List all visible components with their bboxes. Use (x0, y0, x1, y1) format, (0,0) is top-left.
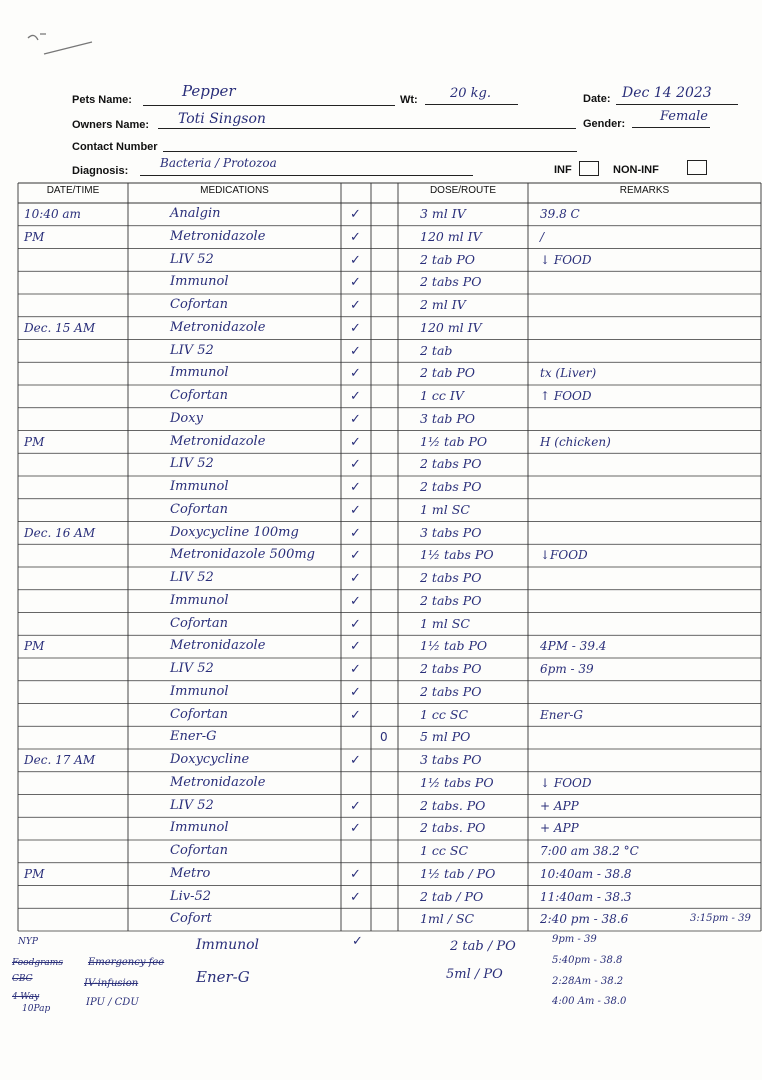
row-check-1: ✓ (350, 252, 361, 268)
row-check-1: ✓ (350, 753, 361, 768)
row-dose-route: 2 tab / PO (420, 888, 484, 904)
gender-label: Gender: (583, 118, 626, 130)
below-remark-3: 2:28Am - 38.2 (552, 976, 624, 987)
row-remark: ↑ FOOD (540, 389, 592, 403)
row-medication: Immunol (170, 274, 229, 290)
note-left-2: Foodgrams (12, 958, 63, 968)
row-dose-route: 2 tab (420, 342, 453, 358)
row-dose-route: 2 tabs PO (420, 683, 482, 699)
note-left-1: NYP (18, 937, 38, 947)
row-medication: Ener-G (170, 729, 217, 745)
note-mid-2: IV-infusion (84, 978, 139, 989)
row-remark: 39.8 C (540, 207, 580, 221)
row-check-1: ✓ (350, 707, 361, 723)
row-check-1: ✓ (350, 207, 361, 222)
row-check-1: ✓ (350, 525, 361, 541)
row-check-1: ✓ (350, 684, 361, 700)
wt-value: 20 kg. (450, 86, 492, 101)
row-medication: LIV 52 (170, 570, 214, 585)
extra-remark: 3:15pm - 39 (690, 913, 751, 924)
row-date: PM (24, 434, 45, 449)
row-check-1: ✓ (350, 343, 361, 359)
row-dose-route: 2 ml IV (420, 297, 466, 312)
row-medication: LIV 52 (170, 342, 214, 358)
row-remark: ↓ FOOD (540, 252, 592, 267)
note-left-5: 10Pap (22, 1004, 51, 1014)
row-medication: Cofortan (170, 843, 228, 858)
row-medication: Immunol (170, 365, 229, 381)
contact-label: Contact Number (72, 141, 158, 153)
row-remark: Ener-G (540, 707, 583, 722)
note-mid-1: Emergency fee (88, 957, 165, 968)
row-medication: LIV 52 (170, 661, 214, 676)
row-date: PM (24, 229, 45, 244)
row-date: Dec. 17 AM (24, 753, 96, 767)
row-dose-route: 3 tabs PO (420, 524, 482, 540)
row-dose-route: 1 cc SC (420, 843, 469, 858)
row-dose-route: 3 tabs PO (420, 752, 482, 767)
row-dose-route: 2 tabs PO (420, 479, 482, 494)
diagnosis-value: Bacteria / Protozoa (160, 156, 277, 170)
row-check-1: ✓ (350, 548, 361, 564)
row-date: Dec. 15 AM (24, 320, 96, 335)
row-remark: + APP (540, 821, 579, 836)
row-medication: LIV 52 (170, 251, 214, 267)
row-remark: 2:40 pm - 38.6 (540, 912, 629, 927)
row-medication: LIV 52 (170, 456, 214, 472)
row-check-1: ✓ (350, 298, 361, 313)
row-dose-route: 1½ tabs PO (420, 547, 494, 563)
row-check-1: ✓ (350, 480, 361, 495)
col-header-medications: MEDICATIONS (200, 185, 269, 196)
gender-value: Female (660, 109, 708, 124)
row-remark: 7:00 am 38.2 °C (540, 844, 639, 858)
row-medication: Metronidazole (170, 774, 266, 790)
row-check-1: ✓ (350, 275, 361, 291)
below-dose-1: 2 tab / PO (450, 939, 516, 954)
row-dose-route: 2 tabs PO (420, 456, 482, 472)
below-check: ✓ (352, 934, 363, 949)
row-remark: 11:40am - 38.3 (540, 889, 632, 904)
row-check-1: ✓ (350, 229, 361, 245)
row-check-2: 0 (380, 730, 388, 745)
below-med-immunol: Immunol (196, 937, 260, 953)
row-medication: Cofortan (170, 388, 228, 403)
note-mid-3: IPU / CDU (86, 997, 139, 1008)
row-check-1: ✓ (350, 389, 361, 404)
row-check-1: ✓ (350, 502, 361, 518)
inf-label: INF (554, 164, 572, 176)
row-remark: 6pm - 39 (540, 662, 594, 676)
row-dose-route: 2 tabs PO (420, 570, 482, 585)
row-medication: Analgin (170, 206, 221, 221)
row-dose-route: 1 ml SC (420, 501, 470, 517)
row-check-1: ✓ (350, 889, 361, 905)
date-label: Date: (583, 93, 611, 105)
row-check-1: ✓ (350, 593, 361, 609)
row-remark: H (chicken) (540, 434, 611, 449)
row-remark: / (540, 229, 545, 244)
col-header-datetime: DATE/TIME (46, 185, 100, 196)
row-dose-route: 1½ tab PO (420, 638, 488, 654)
row-dose-route: 1½ tab / PO (420, 865, 496, 881)
row-medication: Metronidazole 500mg (170, 547, 315, 563)
below-dose-2: 5ml / PO (446, 967, 503, 982)
below-med-energ: Ener-G (196, 968, 250, 986)
owners-name-value: Toti Singson (178, 111, 266, 127)
row-dose-route: 2 tabs PO (420, 592, 482, 608)
row-dose-route: 2 tab PO (420, 251, 476, 267)
row-remark: 4PM - 39.4 (540, 639, 607, 654)
row-medication: Liv-52 (170, 888, 212, 904)
row-medication: Cofortan (170, 615, 228, 631)
row-dose-route: 2 tabs PO (420, 661, 482, 676)
row-check-1: ✓ (350, 866, 361, 882)
row-check-1: ✓ (350, 616, 361, 632)
wt-label: Wt: (400, 94, 418, 106)
row-dose-route: 1ml / SC (420, 911, 475, 927)
below-remark-4: 4:00 Am - 38.0 (552, 996, 627, 1007)
row-check-1: ✓ (350, 662, 361, 677)
row-remark: ↓FOOD (540, 548, 588, 563)
row-check-1: ✓ (350, 798, 361, 814)
row-dose-route: 3 ml IV (420, 206, 466, 221)
row-check-1: ✓ (350, 434, 361, 450)
row-remark: tx (Liver) (540, 366, 597, 381)
row-dose-route: 2 tabs PO (420, 274, 482, 290)
row-check-1: ✓ (350, 639, 361, 655)
row-dose-route: 2 tabs. PO (420, 797, 486, 813)
row-medication: Cofort (170, 911, 212, 927)
row-check-1: ✓ (350, 457, 361, 473)
row-dose-route: 1 cc IV (420, 388, 464, 403)
row-remark: 10:40am - 38.8 (540, 866, 632, 881)
row-dose-route: 120 ml IV (420, 228, 482, 244)
col-header-remarks: REMARKS (619, 185, 670, 196)
row-check-1: ✓ (350, 366, 361, 382)
row-check-1: ✓ (350, 411, 361, 427)
noninf-label: NON-INF (613, 164, 659, 176)
row-dose-route: 1 ml SC (420, 615, 470, 631)
row-dose-route: 1½ tabs PO (420, 774, 494, 790)
row-medication: Cofortan (170, 297, 228, 312)
row-medication: Metronidazole (170, 638, 266, 654)
row-remark: + APP (540, 798, 579, 813)
row-dose-route: 120 ml IV (420, 319, 482, 335)
row-medication: Cofortan (170, 501, 228, 517)
row-medication: Doxycycline 100mg (170, 524, 299, 540)
row-date: PM (24, 866, 45, 881)
pets-name-label: Pets Name: (72, 94, 132, 106)
owners-name-label: Owners Name: (72, 119, 150, 131)
diagnosis-label: Diagnosis: (72, 165, 129, 177)
note-left-3: CBC (12, 974, 33, 984)
row-date: 10:40 am (24, 207, 81, 221)
row-dose-route: 2 tabs. PO (420, 820, 486, 836)
row-date: Dec. 16 AM (24, 525, 96, 540)
row-dose-route: 3 tab PO (420, 410, 476, 426)
date-value: Dec 14 2023 (622, 85, 712, 101)
row-medication: Doxy (170, 410, 203, 426)
pets-name-value: Pepper (182, 82, 236, 100)
row-remark: ↓ FOOD (540, 775, 592, 790)
row-medication: Immunol (170, 592, 229, 608)
row-medication: LIV 52 (170, 797, 214, 813)
row-dose-route: 1 cc SC (420, 706, 469, 722)
row-medication: Metro (170, 865, 211, 881)
row-dose-route: 5 ml PO (420, 729, 471, 745)
row-medication: Immunol (170, 479, 229, 494)
row-dose-route: 2 tab PO (420, 365, 476, 381)
row-medication: Immunol (170, 683, 229, 699)
row-medication: Metronidazole (170, 319, 266, 335)
row-check-1: ✓ (350, 821, 361, 837)
row-medication: Metronidazole (170, 433, 266, 449)
row-medication: Cofortan (170, 706, 228, 722)
row-dose-route: 1½ tab PO (420, 433, 488, 449)
note-left-4: 4-Way (12, 992, 40, 1002)
col-header-dose-route: DOSE/ROUTE (429, 185, 497, 196)
row-medication: Metronidazole (170, 228, 266, 244)
row-medication: Immunol (170, 820, 229, 836)
row-medication: Doxycycline (170, 752, 250, 767)
row-date: PM (24, 639, 45, 654)
row-check-1: ✓ (350, 320, 361, 336)
below-remark-1: 9pm - 39 (552, 934, 597, 945)
below-remark-2: 5:40pm - 38.8 (552, 955, 623, 966)
row-check-1: ✓ (350, 571, 361, 586)
